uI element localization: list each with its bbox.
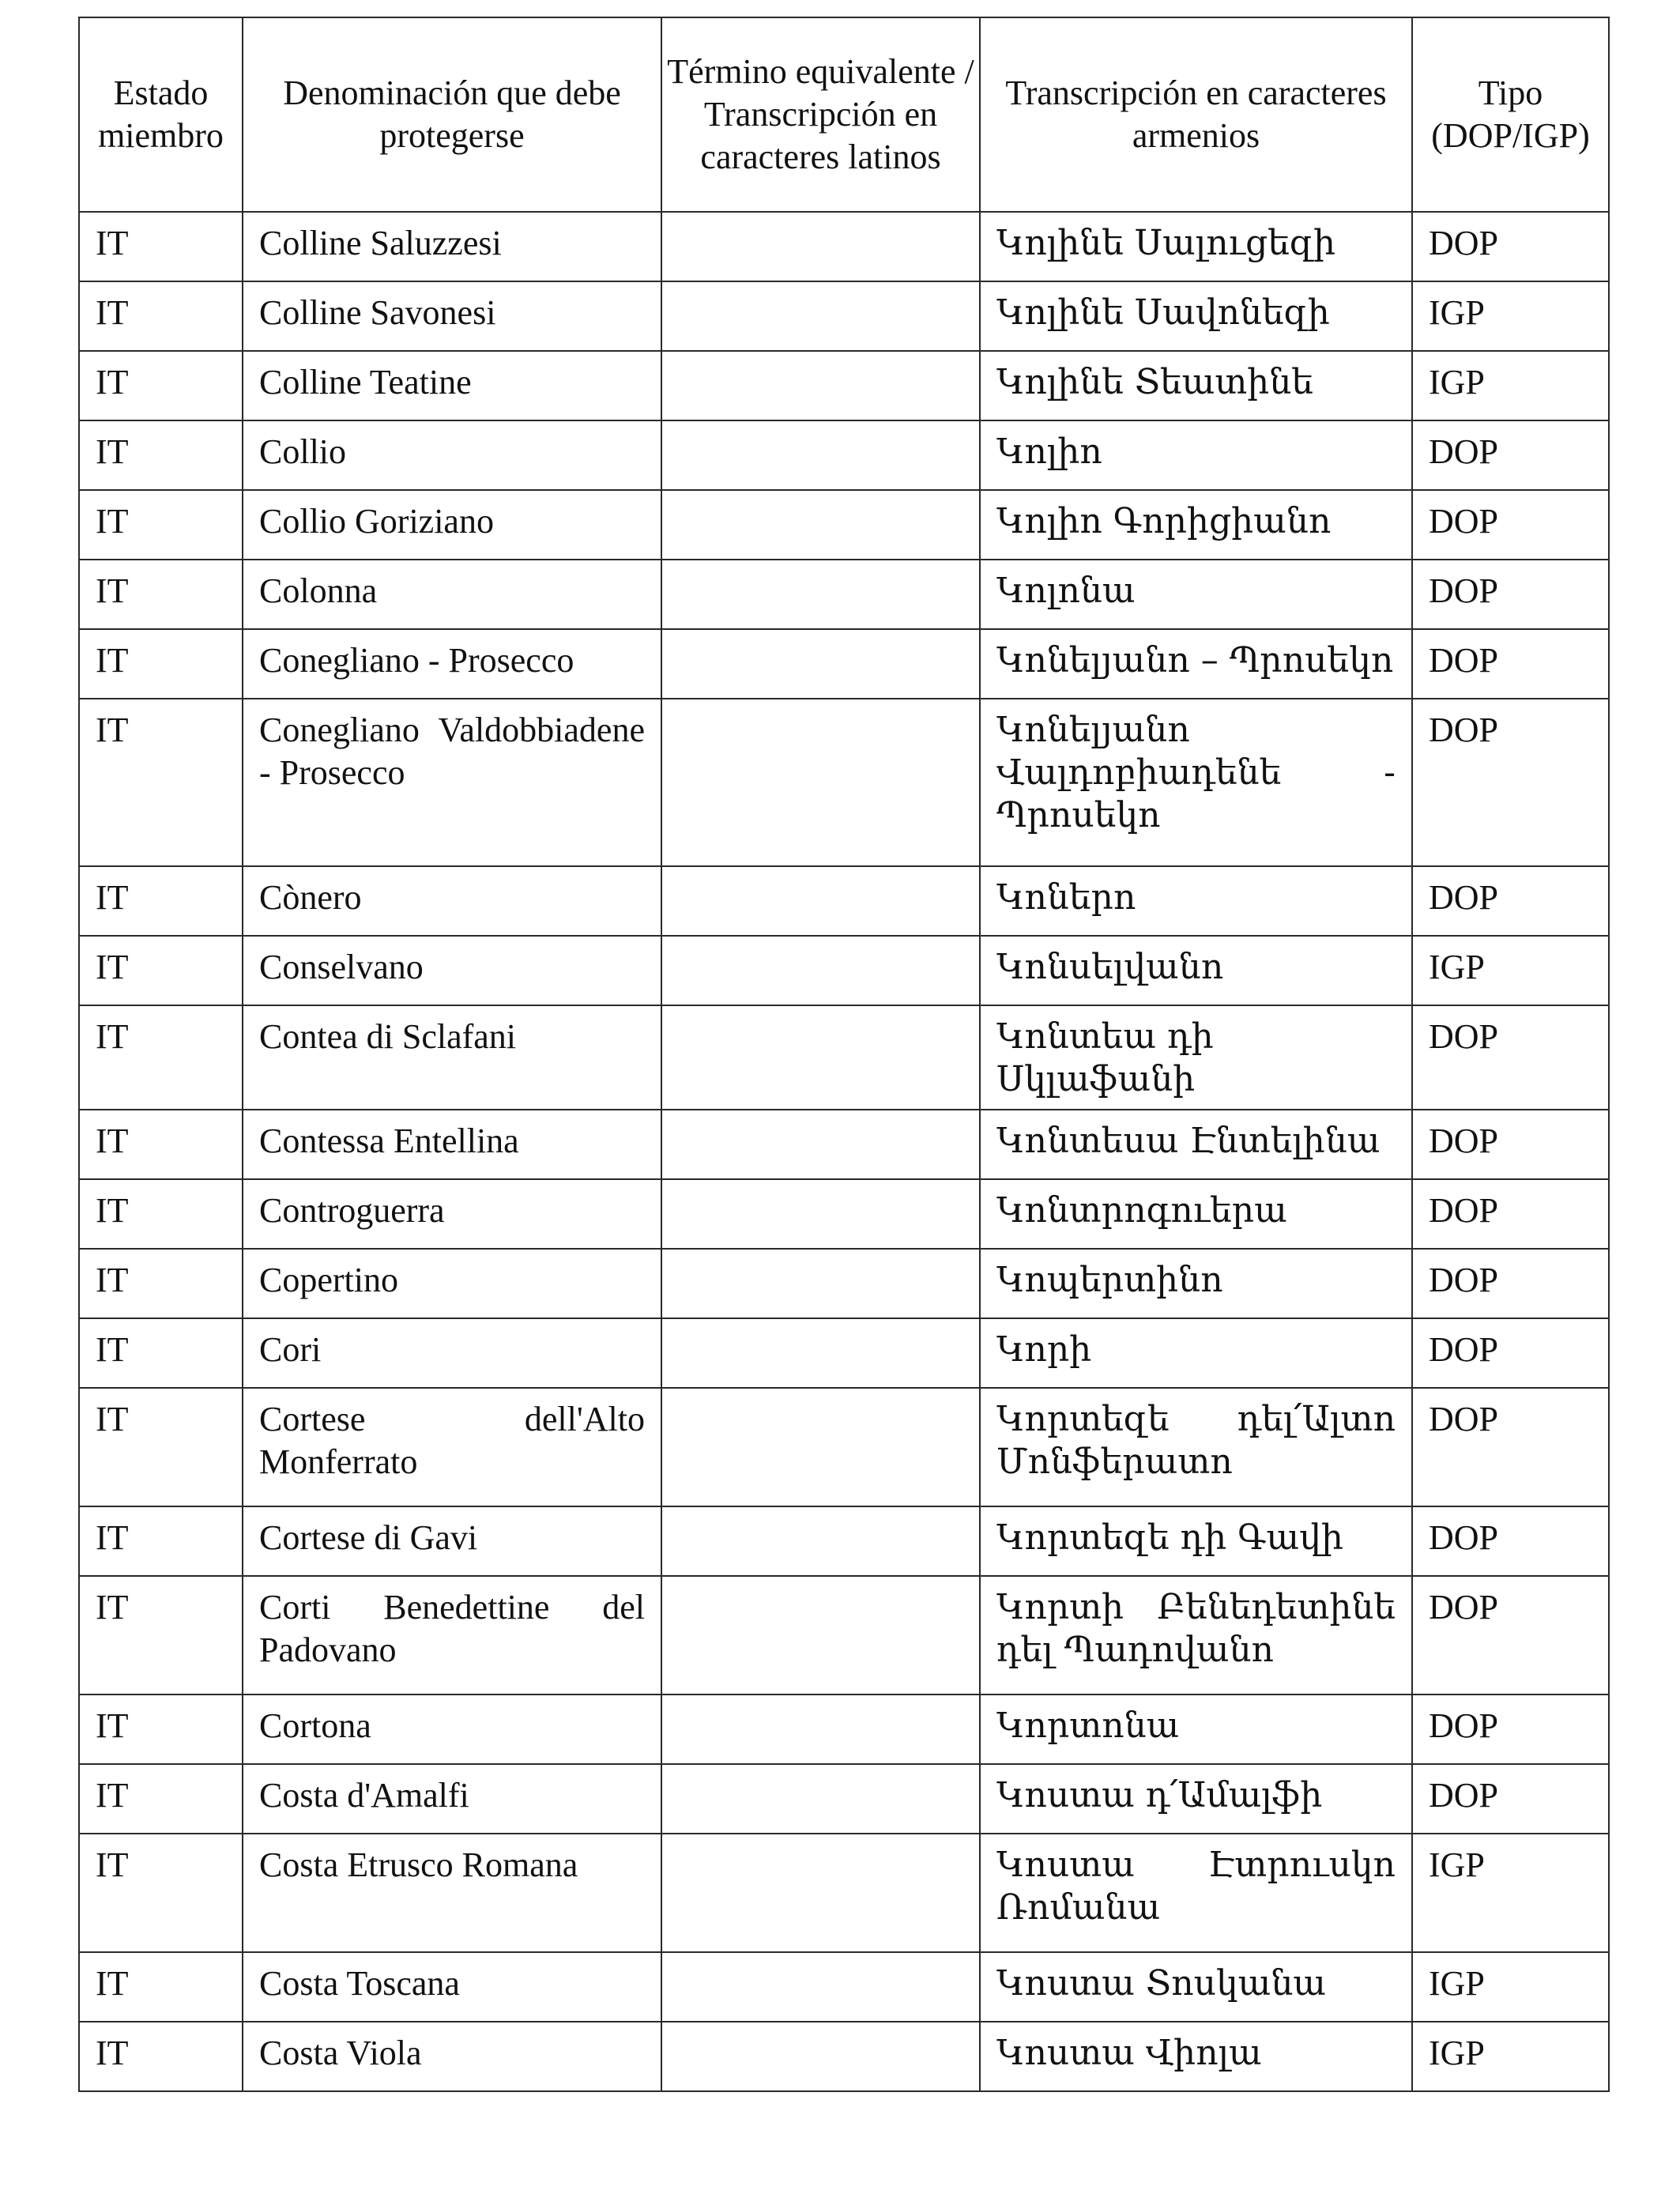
member-state-cell: IT	[79, 1005, 243, 1110]
equivalent-term-cell	[661, 1834, 980, 1952]
member-state-cell: IT	[79, 1110, 243, 1179]
member-state-cell: IT	[79, 281, 243, 351]
member-state-cell: IT	[79, 1179, 243, 1249]
table-row	[79, 1179, 1609, 1249]
type-cell: DOP	[1412, 1005, 1609, 1110]
member-state-cell: IT	[79, 629, 243, 699]
type-cell: DOP	[1412, 1576, 1609, 1695]
type-cell: DOP	[1412, 699, 1609, 866]
armenian-transcription-cell: Կոներո	[980, 866, 1412, 936]
armenian-transcription-cell: Կոնսելվանո	[980, 936, 1412, 1005]
member-state-cell: IT	[79, 699, 243, 866]
denomination-cell: Cortese di Gavi	[243, 1506, 661, 1576]
denomination-cell: Colline Teatine	[243, 351, 661, 420]
armenian-transcription-cell: Կոլիո Գորիցիանո	[980, 490, 1412, 560]
table-row	[79, 936, 1609, 1005]
armenian-transcription-cell: Կոնելյանո – Պրոսեկո	[980, 629, 1412, 699]
equivalent-term-cell	[661, 1110, 980, 1179]
member-state-cell: IT	[79, 1764, 243, 1834]
armenian-transcription-cell: Կոնելյանո Վալդոբիադենե - Պրոսեկո	[980, 699, 1412, 866]
type-cell: IGP	[1412, 1834, 1609, 1952]
type-cell: DOP	[1412, 212, 1609, 281]
denomination-cell: Costa Etrusco Romana	[243, 1834, 661, 1952]
armenian-transcription-cell: Կոլիո	[980, 420, 1412, 490]
denomination-cell: Copertino	[243, 1249, 661, 1318]
equivalent-term-cell	[661, 1179, 980, 1249]
type-cell: IGP	[1412, 936, 1609, 1005]
header-equivalent-term: Término equivalente / Transcripción en caracteres latinos	[661, 17, 980, 212]
denomination-cell: Colline Savonesi	[243, 281, 661, 351]
member-state-cell: IT	[79, 2022, 243, 2091]
header-row	[79, 17, 1609, 212]
table-row	[79, 1110, 1609, 1179]
table-row	[79, 351, 1609, 420]
member-state-cell: IT	[79, 866, 243, 936]
header-denomination: Denominación que debe protegerse	[243, 17, 661, 212]
armenian-transcription-cell: Կոստա Տոսկանա	[980, 1952, 1412, 2022]
denomination-cell: Costa Viola	[243, 2022, 661, 2091]
member-state-cell: IT	[79, 212, 243, 281]
denomination-cell: Conselvano	[243, 936, 661, 1005]
denomination-cell: Cortona	[243, 1695, 661, 1764]
type-cell: DOP	[1412, 1506, 1609, 1576]
armenian-transcription-cell: Կոստա դ՛Ամալֆի	[980, 1764, 1412, 1834]
member-state-cell: IT	[79, 1952, 243, 2022]
denomination-cell: Conegliano - Prosecco	[243, 629, 661, 699]
member-state-cell: IT	[79, 1576, 243, 1695]
denominations-table	[78, 17, 1610, 2092]
type-cell: DOP	[1412, 1695, 1609, 1764]
table-row	[79, 1834, 1609, 1952]
member-state-cell: IT	[79, 351, 243, 420]
header-armenian-transcription: Transcripción en caracteres armenios	[980, 17, 1412, 212]
type-cell: DOP	[1412, 1388, 1609, 1506]
equivalent-term-cell	[661, 1764, 980, 1834]
armenian-transcription-cell: Կոլինե Տեատինե	[980, 351, 1412, 420]
member-state-cell: IT	[79, 1695, 243, 1764]
equivalent-term-cell	[661, 936, 980, 1005]
denomination-cell: Contea di Sclafani	[243, 1005, 661, 1110]
equivalent-term-cell	[661, 420, 980, 490]
equivalent-term-cell	[661, 1388, 980, 1506]
type-cell: IGP	[1412, 1952, 1609, 2022]
denomination-cell: Cortese dell'Alto Monferrato	[243, 1388, 661, 1506]
type-cell: DOP	[1412, 1318, 1609, 1388]
header-member-state: Estado miembro	[79, 17, 243, 212]
type-cell: DOP	[1412, 420, 1609, 490]
armenian-transcription-cell: Կոլոնա	[980, 560, 1412, 629]
denomination-cell: Colonna	[243, 560, 661, 629]
member-state-cell: IT	[79, 1388, 243, 1506]
header-type: Tipo (DOP/IGP)	[1412, 17, 1609, 212]
equivalent-term-cell	[661, 490, 980, 560]
table-body	[79, 212, 1609, 2091]
denomination-cell: Colline Saluzzesi	[243, 212, 661, 281]
equivalent-term-cell	[661, 1005, 980, 1110]
armenian-transcription-cell: Կոնտեսա Էնտելինա	[980, 1110, 1412, 1179]
armenian-transcription-cell: Կորտոնա	[980, 1695, 1412, 1764]
type-cell: DOP	[1412, 629, 1609, 699]
equivalent-term-cell	[661, 1952, 980, 2022]
table-row	[79, 420, 1609, 490]
equivalent-term-cell	[661, 629, 980, 699]
type-cell: DOP	[1412, 1110, 1609, 1179]
equivalent-term-cell	[661, 351, 980, 420]
denomination-cell: Costa d'Amalfi	[243, 1764, 661, 1834]
denomination-cell: Costa Toscana	[243, 1952, 661, 2022]
armenian-transcription-cell: Կոլինե Սալուցեզի	[980, 212, 1412, 281]
member-state-cell: IT	[79, 490, 243, 560]
equivalent-term-cell	[661, 281, 980, 351]
type-cell: IGP	[1412, 281, 1609, 351]
denomination-cell: Collio	[243, 420, 661, 490]
member-state-cell: IT	[79, 560, 243, 629]
armenian-transcription-cell: Կորտեզե դի Գավի	[980, 1506, 1412, 1576]
denomination-cell: Collio Goriziano	[243, 490, 661, 560]
member-state-cell: IT	[79, 1249, 243, 1318]
denomination-cell: Conegliano Valdobbiadene - Prosecco	[243, 699, 661, 866]
member-state-cell: IT	[79, 420, 243, 490]
denomination-cell: Controguerra	[243, 1179, 661, 1249]
member-state-cell: IT	[79, 1506, 243, 1576]
armenian-transcription-cell: Կոստա Էտրուսկո Ռոմանա	[980, 1834, 1412, 1952]
equivalent-term-cell	[661, 1576, 980, 1695]
member-state-cell: IT	[79, 1834, 243, 1952]
type-cell: DOP	[1412, 1249, 1609, 1318]
equivalent-term-cell	[661, 866, 980, 936]
table-row	[79, 866, 1609, 936]
table-row	[79, 1005, 1609, 1110]
table-row	[79, 1318, 1609, 1388]
table-row	[79, 1249, 1609, 1318]
type-cell: DOP	[1412, 866, 1609, 936]
table-row	[79, 1388, 1609, 1506]
equivalent-term-cell	[661, 2022, 980, 2091]
armenian-transcription-cell: Կորտեզե դել՛Ալտո Մոնֆերատո	[980, 1388, 1412, 1506]
table-row	[79, 1506, 1609, 1576]
denomination-cell: Cònero	[243, 866, 661, 936]
type-cell: IGP	[1412, 2022, 1609, 2091]
denomination-cell: Contessa Entellina	[243, 1110, 661, 1179]
type-cell: IGP	[1412, 351, 1609, 420]
armenian-transcription-cell: Կոնտեա դի Սկլաֆանի	[980, 1005, 1412, 1110]
table-row	[79, 212, 1609, 281]
equivalent-term-cell	[661, 1249, 980, 1318]
member-state-cell: IT	[79, 1318, 243, 1388]
equivalent-term-cell	[661, 212, 980, 281]
table-row	[79, 281, 1609, 351]
type-cell: DOP	[1412, 490, 1609, 560]
table-row	[79, 490, 1609, 560]
armenian-transcription-cell: Կոստա Վիոլա	[980, 2022, 1412, 2091]
table-row	[79, 2022, 1609, 2091]
table-row	[79, 1576, 1609, 1695]
member-state-cell: IT	[79, 936, 243, 1005]
type-cell: DOP	[1412, 560, 1609, 629]
table-row	[79, 1695, 1609, 1764]
table-row	[79, 1952, 1609, 2022]
equivalent-term-cell	[661, 1506, 980, 1576]
armenian-transcription-cell: Կորի	[980, 1318, 1412, 1388]
type-cell: DOP	[1412, 1179, 1609, 1249]
equivalent-term-cell	[661, 1318, 980, 1388]
armenian-transcription-cell: Կոնտրոգուերա	[980, 1179, 1412, 1249]
denomination-cell: Cori	[243, 1318, 661, 1388]
armenian-transcription-cell: Կոպերտինո	[980, 1249, 1412, 1318]
equivalent-term-cell	[661, 1695, 980, 1764]
table-row	[79, 699, 1609, 866]
equivalent-term-cell	[661, 699, 980, 866]
armenian-transcription-cell: Կորտի Բենեդետինե դել Պադովանո	[980, 1576, 1412, 1695]
type-cell: DOP	[1412, 1764, 1609, 1834]
table-row	[79, 629, 1609, 699]
equivalent-term-cell	[661, 560, 980, 629]
armenian-transcription-cell: Կոլինե Սավոնեզի	[980, 281, 1412, 351]
table-row	[79, 560, 1609, 629]
denomination-cell: Corti Benedettine del Padovano	[243, 1576, 661, 1695]
table-row	[79, 1764, 1609, 1834]
